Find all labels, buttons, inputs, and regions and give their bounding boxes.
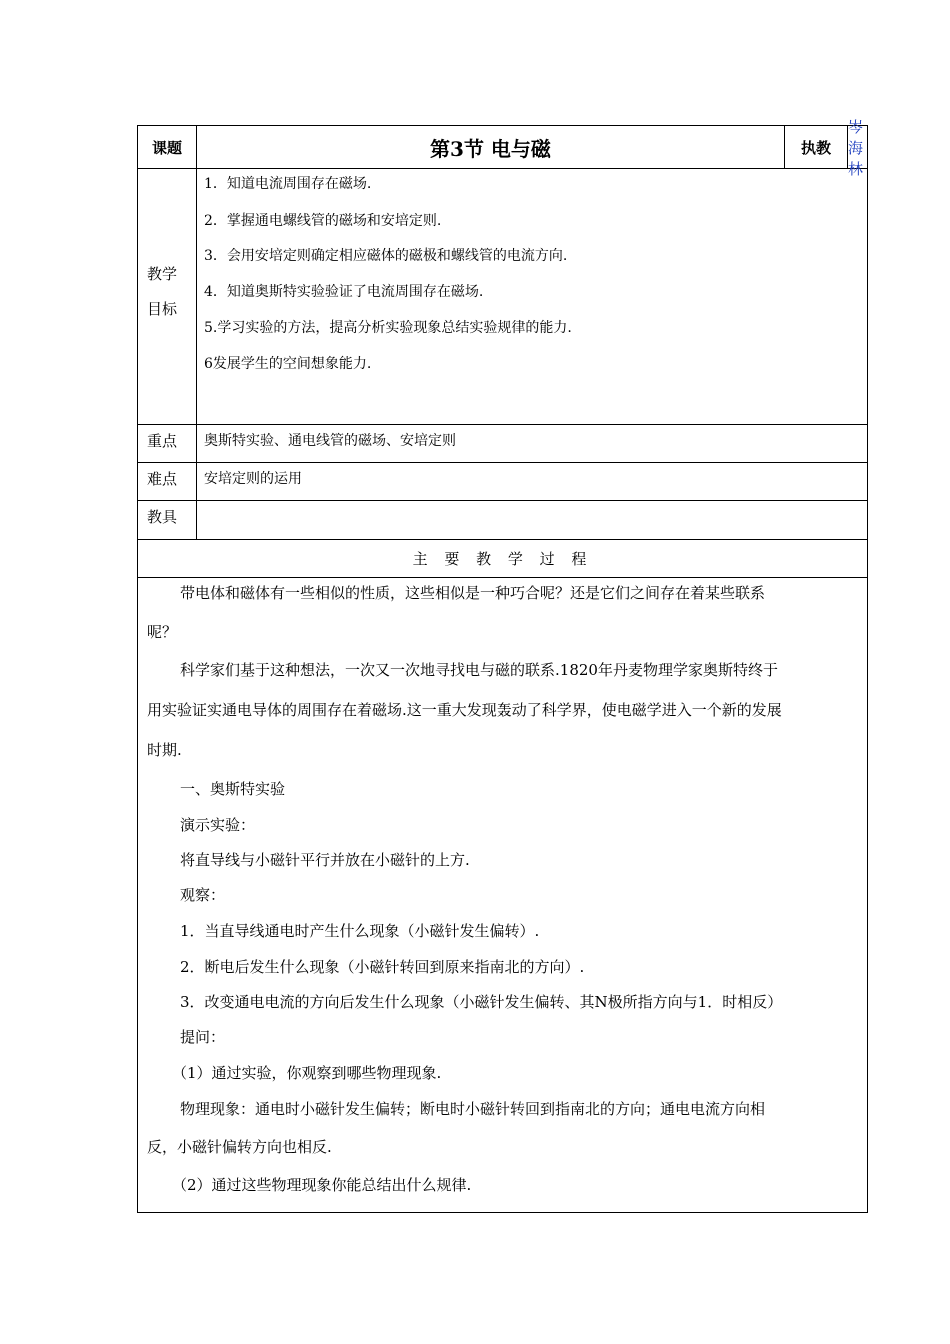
section-heading: 一、奥斯特实验 [180, 780, 286, 798]
difficulty-label: 难点 [138, 463, 197, 500]
process-line: 物理现象：通电时小磁针发生偏转；断电时小磁针转回到指南北的方向；通电电流方向相 [180, 1100, 766, 1118]
process-line: 3．改变通电电流的方向后发生什么现象（小磁针发生偏转、其N极所指方向与1．时相反） [180, 993, 783, 1011]
subject-label: 课题 [138, 126, 197, 168]
process-line: 2．断电后发生什么现象（小磁针转回到原来指南北的方向）. [180, 958, 585, 976]
tools-value [197, 501, 867, 539]
process-line: 反，小磁针偏转方向也相反. [147, 1138, 332, 1156]
objectives-label-line2: 目标 [147, 300, 178, 318]
teacher-label: 执教 [785, 126, 848, 168]
objective-item: 1．知道电流周围存在磁场. [204, 176, 372, 192]
key-points-row [138, 425, 867, 463]
process-content [138, 578, 867, 1212]
objective-item: 3．会用安培定则确定相应磁体的磁极和螺线管的电流方向. [204, 248, 568, 264]
header-row [138, 117, 867, 178]
process-line: 1．当直导线通电时产生什么现象（小磁针发生偏转）. [180, 922, 540, 940]
difficulty-row [138, 463, 867, 501]
process-paragraph: 科学家们基于这种想法，一次又一次地寻找电与磁的联系.1820年丹麦物理学家奥斯特终于 [180, 661, 778, 679]
key-points-value: 奥斯特实验、通电线管的磁场、安培定则 [204, 433, 456, 449]
process-line: （2）通过这些物理现象你能总结出什么规律. [172, 1176, 472, 1194]
objective-item: 2．掌握通电螺线管的磁场和安培定则. [204, 213, 442, 229]
process-paragraph: 呢？ [147, 623, 178, 641]
difficulty-value: 安培定则的运用 [204, 471, 302, 487]
process-line: 将直导线与小磁针平行并放在小磁针的上方. [180, 851, 470, 869]
objectives-label [138, 169, 197, 424]
process-paragraph: 带电体和磁体有一些相似的性质，这些相似是一种巧合呢？还是它们之间存在着某些联系 [180, 584, 766, 602]
process-paragraph: 时期. [147, 741, 182, 759]
process-paragraph: 用实验证实通电导体的周围存在着磁场.这一重大发现轰动了科学界，使电磁学进入一个新的发展 [147, 701, 782, 719]
key-points-label: 重点 [138, 425, 197, 462]
objectives-list [197, 169, 867, 424]
process-line: 观察： [180, 886, 226, 904]
tools-label: 教具 [138, 501, 197, 539]
lesson-plan-table [137, 117, 868, 1213]
process-heading: 主 要 教 学 过 程 [138, 540, 867, 578]
objective-item: 6发展学生的空间想象能力. [204, 356, 372, 372]
process-line: 演示实验： [180, 816, 256, 834]
teacher-name: 岑海林 [848, 117, 864, 178]
process-line: （1）通过实验，你观察到哪些物理现象. [172, 1064, 442, 1082]
objective-item: 4．知道奥斯特实验验证了电流周围存在磁场. [204, 284, 484, 300]
process-line: 提问： [180, 1028, 226, 1046]
objectives-label-line1: 教学 [147, 265, 178, 283]
objective-item: 5.学习实验的方法，提高分析实验现象总结实验规律的能力. [204, 320, 572, 336]
lesson-title: 第3节 电与磁 [197, 126, 785, 168]
tools-row [138, 501, 867, 540]
objectives-row [138, 169, 867, 425]
